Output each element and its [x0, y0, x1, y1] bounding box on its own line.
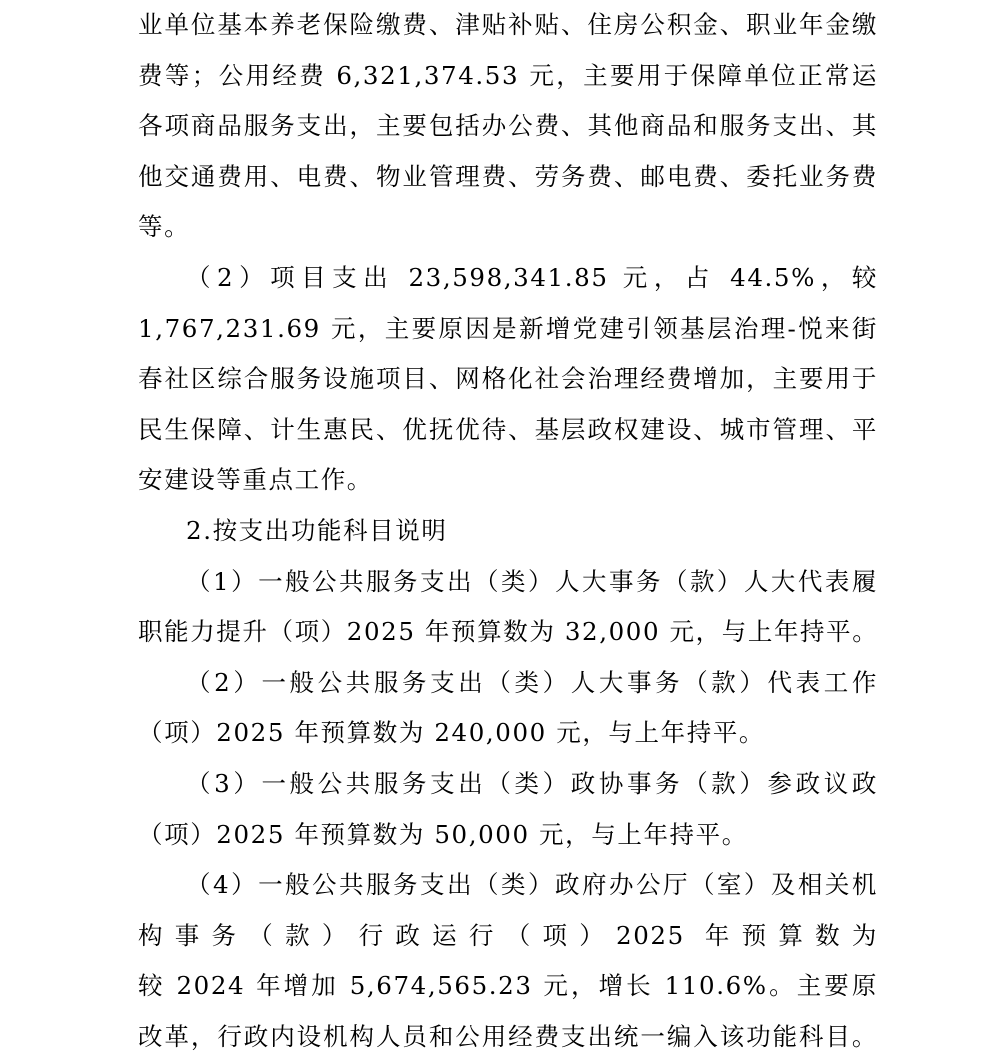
paragraph-line: 业单位基本养老保险缴费、津贴补贴、住房公积金、职业年金缴	[138, 10, 878, 39]
paragraph-line: 费等；公用经费 6,321,374.53 元，主要用于保障单位正常运	[138, 60, 878, 90]
paragraph-line: （3）一般公共服务支出（类）政协事务（款）参政议政	[186, 768, 878, 798]
paragraph-line: 他交通费用、电费、物业管理费、劳务费、邮电费、委托业务费	[138, 161, 878, 191]
section-heading-functional-classification	[138, 506, 878, 557]
paragraph-line: 安建设等重点工作。	[138, 465, 373, 495]
paragraph-line: （2）项目支出 23,598,341.85 元，占 44.5%，较	[186, 262, 878, 292]
paragraph-item-3	[138, 759, 878, 860]
paragraph-line: 民生保障、计生惠民、优抚优待、基层政权建设、城市管理、平	[138, 414, 878, 444]
paragraph-item-1	[138, 557, 878, 658]
paragraph-project-expenditure	[138, 253, 878, 506]
paragraph-line: 等。	[138, 212, 191, 242]
section-heading-text: 2.按支出功能科目说明	[186, 515, 448, 545]
paragraph-line: 春社区综合服务设施项目、网格化社会治理经费增加，主要用于	[138, 364, 878, 394]
document-page	[138, 0, 878, 1062]
paragraph-basic-expenditure-continued	[138, 0, 878, 253]
paragraph-line: （1）一般公共服务支出（类）人大事务（款）人大代表履	[186, 566, 878, 596]
paragraph-line: 职能力提升（项）2025 年预算数为 32,000 元，与上年持平。	[138, 617, 879, 647]
paragraph-line: 1,767,231.69 元，主要原因是新增党建引领基层治理-悦来街	[138, 313, 878, 343]
paragraph-line: 较 2024 年增加 5,674,565.23 元，增长 110.6%。主要原	[138, 971, 878, 1001]
paragraph-line: （2）一般公共服务支出（类）人大事务（款）代表工作	[186, 667, 878, 697]
paragraph-line: （项）2025 年预算数为 240,000 元，与上年持平。	[138, 718, 766, 748]
paragraph-line: （4）一般公共服务支出（类）政府办公厅（室）及相关机	[186, 870, 878, 900]
paragraph-line: 各项商品服务支出，主要包括办公费、其他商品和服务支出、其	[138, 111, 878, 141]
paragraph-line: 改革，行政内设机构人员和公用经费支出统一编入该功能科目。	[138, 1021, 878, 1051]
paragraph-item-2	[138, 658, 878, 759]
paragraph-line: 构事务（款）行政运行（项）2025 年预算数为	[138, 920, 878, 950]
paragraph-item-4	[138, 860, 878, 1062]
paragraph-line: （项）2025 年预算数为 50,000 元，与上年持平。	[138, 819, 748, 849]
